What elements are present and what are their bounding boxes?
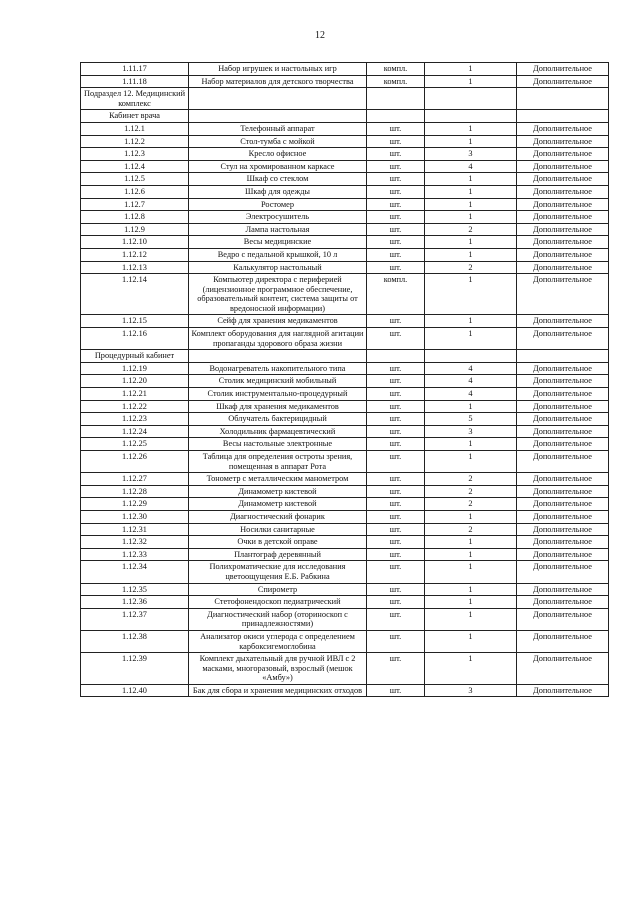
item-quantity-cell: 1 bbox=[425, 122, 517, 135]
table-row bbox=[81, 438, 609, 451]
empty-cell bbox=[425, 88, 517, 110]
item-number-cell: 1.12.38 bbox=[81, 630, 189, 652]
item-quantity-cell: 3 bbox=[425, 425, 517, 438]
item-quantity-cell: 1 bbox=[425, 400, 517, 413]
item-name-cell: Стол-тумба с мойкой bbox=[189, 135, 367, 148]
item-unit-cell: шт. bbox=[367, 198, 425, 211]
item-unit-cell: шт. bbox=[367, 223, 425, 236]
item-quantity-cell: 1 bbox=[425, 328, 517, 350]
table-row bbox=[81, 498, 609, 511]
empty-cell bbox=[425, 110, 517, 123]
item-unit-cell: шт. bbox=[367, 630, 425, 652]
item-quantity-cell: 3 bbox=[425, 148, 517, 161]
item-name-cell: Динамометр кистевой bbox=[189, 485, 367, 498]
item-quantity-cell: 4 bbox=[425, 388, 517, 401]
item-unit-cell: шт. bbox=[367, 523, 425, 536]
item-note-cell: Дополнительное bbox=[517, 400, 609, 413]
item-note-cell: Дополнительное bbox=[517, 596, 609, 609]
item-note-cell: Дополнительное bbox=[517, 510, 609, 523]
item-name-cell: Динамометр кистевой bbox=[189, 498, 367, 511]
item-name-cell: Комплект оборудования для наглядной агитации пропаганды здорового образа жизни bbox=[189, 328, 367, 350]
empty-cell bbox=[367, 110, 425, 123]
item-number-cell: 1.12.8 bbox=[81, 211, 189, 224]
item-number-cell: 1.12.28 bbox=[81, 485, 189, 498]
table-row bbox=[81, 684, 609, 697]
item-number-cell: 1.12.5 bbox=[81, 173, 189, 186]
item-note-cell: Дополнительное bbox=[517, 236, 609, 249]
item-name-cell: Спирометр bbox=[189, 583, 367, 596]
table-row bbox=[81, 561, 609, 583]
item-number-cell: 1.12.29 bbox=[81, 498, 189, 511]
item-quantity-cell: 2 bbox=[425, 523, 517, 536]
table-row bbox=[81, 583, 609, 596]
item-name-cell: Стетофонендоскоп педиатрический bbox=[189, 596, 367, 609]
table-row bbox=[81, 400, 609, 413]
item-name-cell: Столик инструментально-процедурный bbox=[189, 388, 367, 401]
item-note-cell: Дополнительное bbox=[517, 160, 609, 173]
table-row bbox=[81, 261, 609, 274]
table-row bbox=[81, 413, 609, 426]
item-unit-cell: шт. bbox=[367, 315, 425, 328]
item-unit-cell: шт. bbox=[367, 236, 425, 249]
table-row bbox=[81, 523, 609, 536]
table-row bbox=[81, 248, 609, 261]
item-name-cell: Холодильник фармацевтический bbox=[189, 425, 367, 438]
item-note-cell: Дополнительное bbox=[517, 451, 609, 473]
item-note-cell: Дополнительное bbox=[517, 438, 609, 451]
item-number-cell: 1.12.1 bbox=[81, 122, 189, 135]
item-quantity-cell: 1 bbox=[425, 536, 517, 549]
item-note-cell: Дополнительное bbox=[517, 223, 609, 236]
table-row bbox=[81, 630, 609, 652]
item-number-cell: 1.12.10 bbox=[81, 236, 189, 249]
item-number-cell: 1.12.35 bbox=[81, 583, 189, 596]
item-number-cell: 1.12.6 bbox=[81, 185, 189, 198]
table-row bbox=[81, 236, 609, 249]
empty-cell bbox=[517, 110, 609, 123]
item-number-cell: 1.12.24 bbox=[81, 425, 189, 438]
table-row bbox=[81, 596, 609, 609]
equipment-table-body bbox=[81, 63, 609, 697]
item-note-cell: Дополнительное bbox=[517, 498, 609, 511]
section-row bbox=[81, 110, 609, 123]
item-note-cell: Дополнительное bbox=[517, 328, 609, 350]
page-number: 12 bbox=[315, 30, 325, 41]
item-number-cell: 1.12.33 bbox=[81, 548, 189, 561]
empty-cell bbox=[189, 350, 367, 363]
item-note-cell: Дополнительное bbox=[517, 473, 609, 486]
item-unit-cell: шт. bbox=[367, 425, 425, 438]
item-note-cell: Дополнительное bbox=[517, 148, 609, 161]
item-note-cell: Дополнительное bbox=[517, 548, 609, 561]
item-quantity-cell: 4 bbox=[425, 160, 517, 173]
item-name-cell: Носилки санитарные bbox=[189, 523, 367, 536]
item-number-cell: 1.12.30 bbox=[81, 510, 189, 523]
item-unit-cell: шт. bbox=[367, 261, 425, 274]
item-unit-cell: шт. bbox=[367, 684, 425, 697]
item-name-cell: Плантограф деревянный bbox=[189, 548, 367, 561]
item-quantity-cell: 1 bbox=[425, 451, 517, 473]
table-row bbox=[81, 608, 609, 630]
item-quantity-cell: 4 bbox=[425, 362, 517, 375]
item-note-cell: Дополнительное bbox=[517, 561, 609, 583]
item-note-cell: Дополнительное bbox=[517, 630, 609, 652]
item-number-cell: 1.12.4 bbox=[81, 160, 189, 173]
table-row bbox=[81, 451, 609, 473]
item-name-cell: Шкаф для хранения медикаментов bbox=[189, 400, 367, 413]
item-number-cell: 1.12.25 bbox=[81, 438, 189, 451]
item-name-cell: Таблица для определения остроты зрения, помещенная в аппарат Рота bbox=[189, 451, 367, 473]
item-unit-cell: компл. bbox=[367, 274, 425, 315]
item-number-cell: 1.12.14 bbox=[81, 274, 189, 315]
item-unit-cell: шт. bbox=[367, 185, 425, 198]
item-number-cell: 1.12.22 bbox=[81, 400, 189, 413]
section-row bbox=[81, 88, 609, 110]
item-unit-cell: шт. bbox=[367, 148, 425, 161]
item-name-cell: Бак для сбора и хранения медицинских отходов bbox=[189, 684, 367, 697]
item-unit-cell: шт. bbox=[367, 608, 425, 630]
item-quantity-cell: 2 bbox=[425, 485, 517, 498]
item-name-cell: Тонометр с металлическим манометром bbox=[189, 473, 367, 486]
item-name-cell: Столик медицинский мобильный bbox=[189, 375, 367, 388]
item-name-cell: Диагностический фонарик bbox=[189, 510, 367, 523]
table-row bbox=[81, 185, 609, 198]
item-unit-cell: шт. bbox=[367, 135, 425, 148]
item-unit-cell: шт. bbox=[367, 122, 425, 135]
section-title: Кабинет врача bbox=[81, 110, 189, 123]
table-row bbox=[81, 173, 609, 186]
item-quantity-cell: 1 bbox=[425, 198, 517, 211]
item-name-cell: Стул на хромированном каркасе bbox=[189, 160, 367, 173]
item-quantity-cell: 1 bbox=[425, 211, 517, 224]
item-note-cell: Дополнительное bbox=[517, 684, 609, 697]
item-note-cell: Дополнительное bbox=[517, 375, 609, 388]
table-row bbox=[81, 548, 609, 561]
item-name-cell: Весы настольные электронные bbox=[189, 438, 367, 451]
item-note-cell: Дополнительное bbox=[517, 274, 609, 315]
item-unit-cell: шт. bbox=[367, 248, 425, 261]
item-quantity-cell: 1 bbox=[425, 274, 517, 315]
item-note-cell: Дополнительное bbox=[517, 135, 609, 148]
item-unit-cell: шт. bbox=[367, 362, 425, 375]
item-number-cell: 1.12.32 bbox=[81, 536, 189, 549]
item-number-cell: 1.12.21 bbox=[81, 388, 189, 401]
item-quantity-cell: 1 bbox=[425, 315, 517, 328]
item-number-cell: 1.12.16 bbox=[81, 328, 189, 350]
item-note-cell: Дополнительное bbox=[517, 315, 609, 328]
table-row bbox=[81, 328, 609, 350]
item-note-cell: Дополнительное bbox=[517, 425, 609, 438]
item-unit-cell: шт. bbox=[367, 498, 425, 511]
item-number-cell: 1.12.20 bbox=[81, 375, 189, 388]
item-unit-cell: шт. bbox=[367, 653, 425, 685]
item-number-cell: 1.12.40 bbox=[81, 684, 189, 697]
table-row bbox=[81, 315, 609, 328]
item-unit-cell: шт. bbox=[367, 173, 425, 186]
item-name-cell: Кресло офисное bbox=[189, 148, 367, 161]
empty-cell bbox=[367, 88, 425, 110]
item-number-cell: 1.12.19 bbox=[81, 362, 189, 375]
item-unit-cell: шт. bbox=[367, 375, 425, 388]
table-row bbox=[81, 425, 609, 438]
item-number-cell: 1.12.12 bbox=[81, 248, 189, 261]
item-name-cell: Компьютер директора с периферией (лицензионное программное обеспечение, образовательный контент, система защиты от вредоносной информации) bbox=[189, 274, 367, 315]
table-row bbox=[81, 75, 609, 88]
item-unit-cell: компл. bbox=[367, 63, 425, 76]
item-name-cell: Комплект дыхательный для ручной ИВЛ с 2 масками, многоразовый, взрослый (мешок «Амбу») bbox=[189, 653, 367, 685]
item-quantity-cell: 1 bbox=[425, 185, 517, 198]
item-note-cell: Дополнительное bbox=[517, 211, 609, 224]
table-row bbox=[81, 485, 609, 498]
empty-cell bbox=[425, 350, 517, 363]
item-name-cell: Диагностический набор (оториноскоп с принадлежностями) bbox=[189, 608, 367, 630]
item-number-cell: 1.12.39 bbox=[81, 653, 189, 685]
table-row bbox=[81, 362, 609, 375]
item-unit-cell: шт. bbox=[367, 160, 425, 173]
item-quantity-cell: 5 bbox=[425, 413, 517, 426]
item-unit-cell: шт. bbox=[367, 596, 425, 609]
item-quantity-cell: 1 bbox=[425, 75, 517, 88]
item-unit-cell: шт. bbox=[367, 438, 425, 451]
item-unit-cell: шт. bbox=[367, 485, 425, 498]
item-note-cell: Дополнительное bbox=[517, 63, 609, 76]
table-row bbox=[81, 653, 609, 685]
item-number-cell: 1.12.9 bbox=[81, 223, 189, 236]
item-note-cell: Дополнительное bbox=[517, 185, 609, 198]
item-number-cell: 1.12.15 bbox=[81, 315, 189, 328]
item-number-cell: 1.12.34 bbox=[81, 561, 189, 583]
item-name-cell: Сейф для хранения медикаментов bbox=[189, 315, 367, 328]
item-name-cell: Весы медицинские bbox=[189, 236, 367, 249]
item-unit-cell: шт. bbox=[367, 510, 425, 523]
empty-cell bbox=[367, 350, 425, 363]
item-unit-cell: шт. bbox=[367, 548, 425, 561]
equipment-table bbox=[80, 62, 609, 697]
item-unit-cell: шт. bbox=[367, 388, 425, 401]
item-quantity-cell: 1 bbox=[425, 548, 517, 561]
item-number-cell: 1.11.18 bbox=[81, 75, 189, 88]
section-title: Подраздел 12. Медицинский комплекс bbox=[81, 88, 189, 110]
item-quantity-cell: 1 bbox=[425, 630, 517, 652]
item-quantity-cell: 1 bbox=[425, 561, 517, 583]
table-row bbox=[81, 160, 609, 173]
item-note-cell: Дополнительное bbox=[517, 198, 609, 211]
item-name-cell: Телефонный аппарат bbox=[189, 122, 367, 135]
item-name-cell: Набор игрушек и настольных игр bbox=[189, 63, 367, 76]
item-note-cell: Дополнительное bbox=[517, 536, 609, 549]
item-quantity-cell: 1 bbox=[425, 63, 517, 76]
item-quantity-cell: 1 bbox=[425, 608, 517, 630]
item-quantity-cell: 2 bbox=[425, 223, 517, 236]
item-unit-cell: шт. bbox=[367, 328, 425, 350]
item-note-cell: Дополнительное bbox=[517, 388, 609, 401]
empty-cell bbox=[517, 88, 609, 110]
item-quantity-cell: 2 bbox=[425, 473, 517, 486]
item-number-cell: 1.12.2 bbox=[81, 135, 189, 148]
item-name-cell: Калькулятор настольный bbox=[189, 261, 367, 274]
item-quantity-cell: 1 bbox=[425, 236, 517, 249]
item-name-cell: Ростомер bbox=[189, 198, 367, 211]
item-unit-cell: шт. bbox=[367, 583, 425, 596]
item-unit-cell: шт. bbox=[367, 211, 425, 224]
item-number-cell: 1.12.3 bbox=[81, 148, 189, 161]
item-quantity-cell: 1 bbox=[425, 583, 517, 596]
item-unit-cell: шт. bbox=[367, 400, 425, 413]
table-row bbox=[81, 223, 609, 236]
item-note-cell: Дополнительное bbox=[517, 362, 609, 375]
empty-cell bbox=[189, 88, 367, 110]
section-title: Процедурный кабинет bbox=[81, 350, 189, 363]
table-row bbox=[81, 388, 609, 401]
item-quantity-cell: 1 bbox=[425, 135, 517, 148]
item-note-cell: Дополнительное bbox=[517, 261, 609, 274]
table-row bbox=[81, 274, 609, 315]
item-quantity-cell: 1 bbox=[425, 510, 517, 523]
item-quantity-cell: 1 bbox=[425, 173, 517, 186]
table-row bbox=[81, 473, 609, 486]
item-name-cell: Очки в детской оправе bbox=[189, 536, 367, 549]
item-quantity-cell: 1 bbox=[425, 596, 517, 609]
table-row bbox=[81, 135, 609, 148]
item-number-cell: 1.12.37 bbox=[81, 608, 189, 630]
item-note-cell: Дополнительное bbox=[517, 413, 609, 426]
item-name-cell: Шкаф со стеклом bbox=[189, 173, 367, 186]
item-name-cell: Облучатель бактерицидный bbox=[189, 413, 367, 426]
item-number-cell: 1.11.17 bbox=[81, 63, 189, 76]
table-row bbox=[81, 375, 609, 388]
section-row bbox=[81, 350, 609, 363]
item-quantity-cell: 4 bbox=[425, 375, 517, 388]
empty-cell bbox=[189, 110, 367, 123]
item-name-cell: Электросушитель bbox=[189, 211, 367, 224]
item-number-cell: 1.12.36 bbox=[81, 596, 189, 609]
table-row bbox=[81, 510, 609, 523]
item-quantity-cell: 1 bbox=[425, 438, 517, 451]
table-row bbox=[81, 536, 609, 549]
item-note-cell: Дополнительное bbox=[517, 653, 609, 685]
item-note-cell: Дополнительное bbox=[517, 248, 609, 261]
item-unit-cell: шт. bbox=[367, 536, 425, 549]
item-number-cell: 1.12.13 bbox=[81, 261, 189, 274]
item-name-cell: Набор материалов для детского творчества bbox=[189, 75, 367, 88]
item-number-cell: 1.12.7 bbox=[81, 198, 189, 211]
item-number-cell: 1.12.31 bbox=[81, 523, 189, 536]
item-name-cell: Полихроматические для исследования цветоощущения Е.Б. Рабкина bbox=[189, 561, 367, 583]
item-number-cell: 1.12.27 bbox=[81, 473, 189, 486]
item-unit-cell: компл. bbox=[367, 75, 425, 88]
item-name-cell: Шкаф для одежды bbox=[189, 185, 367, 198]
item-note-cell: Дополнительное bbox=[517, 122, 609, 135]
item-name-cell: Ведро с педальной крышкой, 10 л bbox=[189, 248, 367, 261]
table-row bbox=[81, 63, 609, 76]
item-quantity-cell: 2 bbox=[425, 498, 517, 511]
table-row bbox=[81, 148, 609, 161]
item-note-cell: Дополнительное bbox=[517, 608, 609, 630]
item-quantity-cell: 3 bbox=[425, 684, 517, 697]
table-row bbox=[81, 211, 609, 224]
item-unit-cell: шт. bbox=[367, 473, 425, 486]
item-name-cell: Водонагреватель накопительного типа bbox=[189, 362, 367, 375]
item-quantity-cell: 1 bbox=[425, 248, 517, 261]
item-number-cell: 1.12.23 bbox=[81, 413, 189, 426]
item-note-cell: Дополнительное bbox=[517, 485, 609, 498]
item-quantity-cell: 1 bbox=[425, 653, 517, 685]
item-name-cell: Анализатор окиси углерода с определением карбоксигемоглобина bbox=[189, 630, 367, 652]
table-row bbox=[81, 198, 609, 211]
empty-cell bbox=[517, 350, 609, 363]
item-note-cell: Дополнительное bbox=[517, 75, 609, 88]
item-note-cell: Дополнительное bbox=[517, 523, 609, 536]
item-unit-cell: шт. bbox=[367, 413, 425, 426]
item-quantity-cell: 2 bbox=[425, 261, 517, 274]
item-note-cell: Дополнительное bbox=[517, 173, 609, 186]
table-row bbox=[81, 122, 609, 135]
item-unit-cell: шт. bbox=[367, 451, 425, 473]
item-name-cell: Лампа настольная bbox=[189, 223, 367, 236]
item-unit-cell: шт. bbox=[367, 561, 425, 583]
item-note-cell: Дополнительное bbox=[517, 583, 609, 596]
item-number-cell: 1.12.26 bbox=[81, 451, 189, 473]
